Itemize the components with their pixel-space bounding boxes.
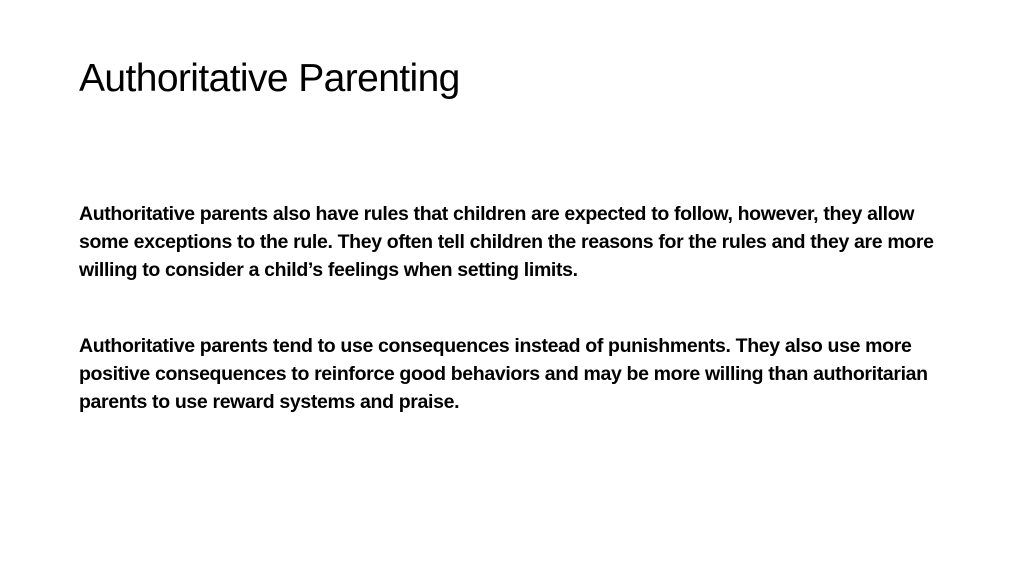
slide-body — [79, 200, 957, 416]
body-paragraph-rules: Authoritative parents also have rules that children are expected to follow, however, they allow some exceptions to the rule. They often tell children the reasons for the rules and they are more willing to consider a child’s feelings when setting limits. — [79, 203, 934, 281]
body-paragraph-consequences: Authoritative parents tend to use consequences instead of punishments. They also use more positive consequences to reinforce good behaviors and may be more willing than authoritarian parents to use reward systems and praise. — [79, 335, 928, 413]
slide-title: Authoritative Parenting — [79, 57, 460, 100]
